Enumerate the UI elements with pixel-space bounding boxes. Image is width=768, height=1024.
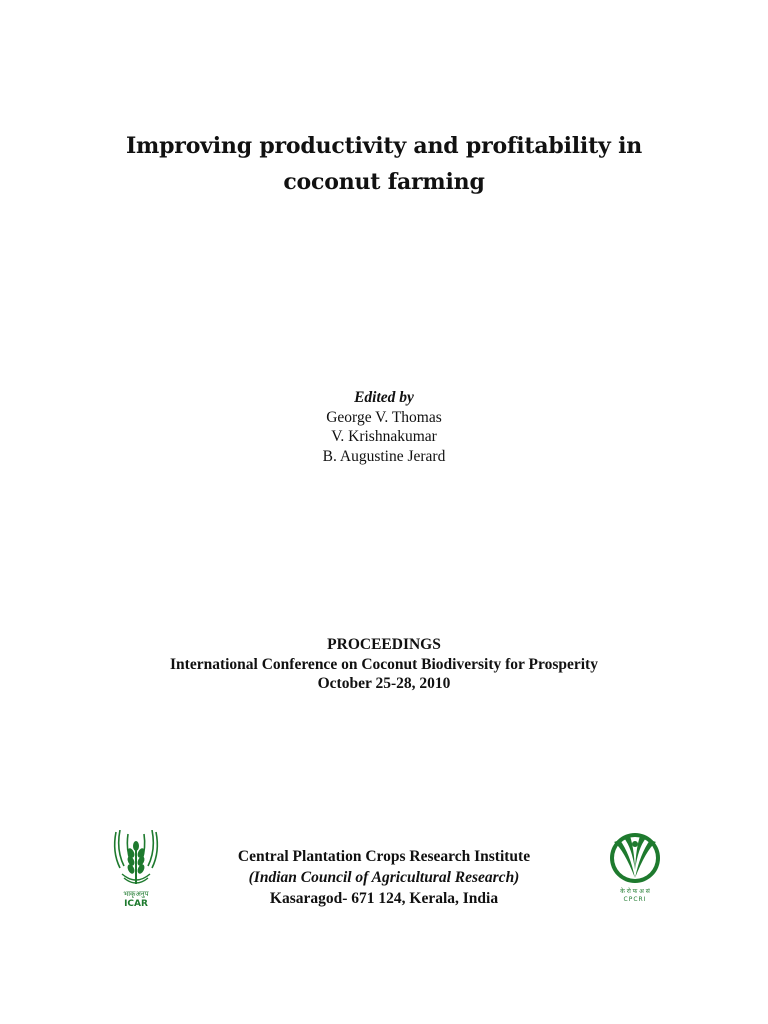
proceedings-block: [0, 635, 768, 694]
edited-by-label: Edited by: [354, 389, 414, 406]
editor-name: George V. Thomas: [326, 408, 442, 426]
council-name: (Indian Council of Agricultural Research): [248, 869, 520, 886]
icar-text: ICAR: [124, 899, 148, 908]
editor-name: V. Krishnakumar: [331, 428, 437, 445]
editor-name: B. Augustine Jerard: [322, 447, 446, 465]
conference-name: International Conference on Coconut Biodiversity for Prosperity: [170, 655, 598, 673]
title-line-1: Improving productivity and profitability in: [125, 133, 643, 159]
institute-address: Kasaragod- 671 124, Kerala, India: [269, 890, 499, 907]
title-line-2: coconut farming: [283, 169, 485, 195]
cpcri-hindi-text: के रो फ अ सं: [620, 888, 650, 895]
editors-block: [0, 388, 768, 466]
proceedings-heading: PROCEEDINGS: [327, 636, 441, 653]
institute-name: Central Plantation Crops Research Institute: [237, 848, 531, 865]
icar-hindi-text: भाकृअनुप: [123, 890, 149, 898]
cpcri-text: CPCRI: [623, 896, 647, 903]
cpcri-logo-icon: [604, 830, 666, 904]
document-title: [0, 128, 768, 200]
conference-dates: October 25-28, 2010: [317, 675, 451, 692]
